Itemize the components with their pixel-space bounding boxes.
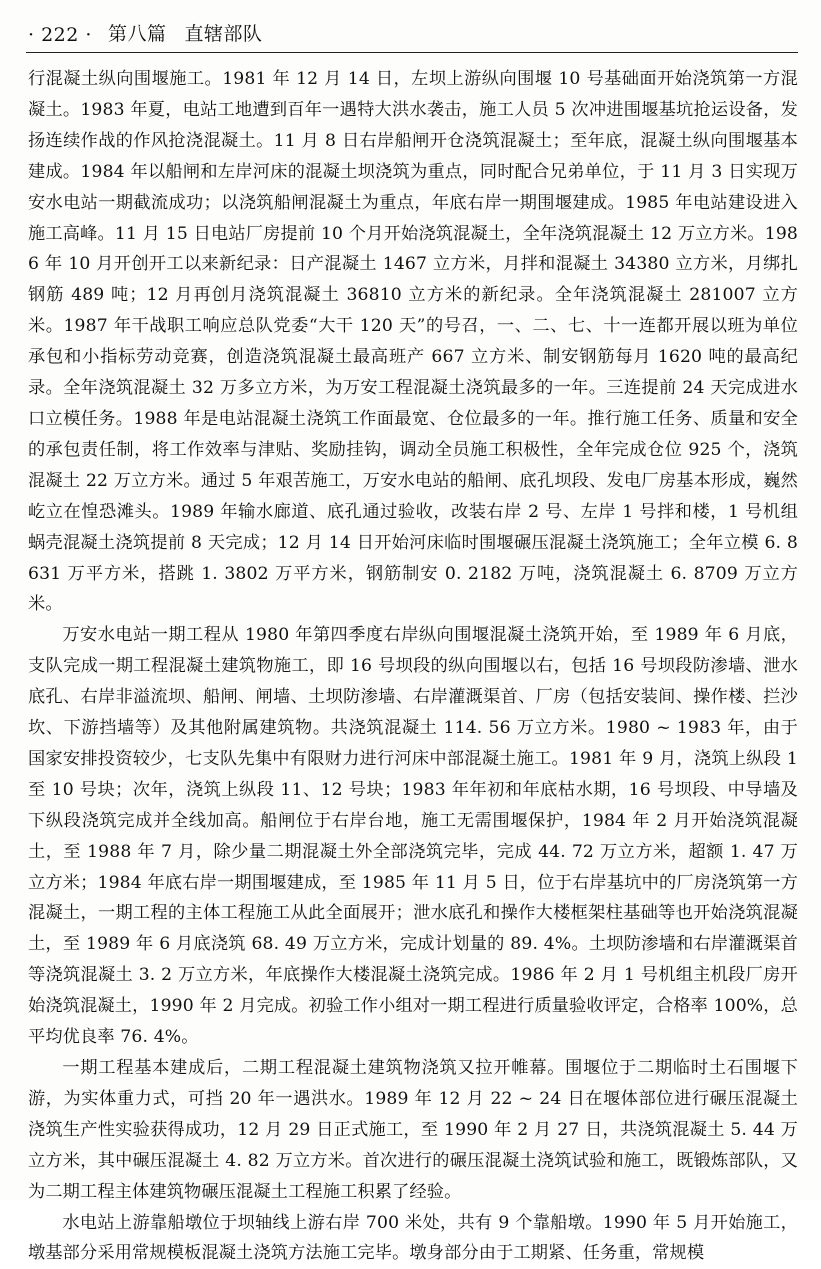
paragraph: 水电站上游靠船墩位于坝轴线上游右岸 700 米处，共有 9 个靠船墩。1990 年 5 月开始施工，墩基部分采用常规模板混凝土浇筑方法施工完毕。墩身部分由于工期紧、任务重，常规模	[28, 1212, 798, 1264]
paragraph: 一期工程基本建成后，二期工程混凝土建筑物浇筑又拉开帷幕。围堰位于二期临时土石围堰下游，为实体重力式，可挡 20 年一遇洪水。1989 年 12 月 22 ~ 24 日在堰体部位进行碾压混凝土浇筑生产性实验获得成功，12 月 29 日正式施工，至 1990 年 2 月 27 日，共浇筑混凝土 5. 44 万立方米，其中碾压混凝土 4. 82 万立方米。首次进行的碾压混凝土浇筑试验和施工，既锻炼部队，又为二期工程主体建筑物碾压混凝土工程施工积累了经验。	[28, 1058, 798, 1202]
body-text	[28, 64, 798, 1269]
part-label: 第八篇	[107, 23, 167, 45]
header-rule	[26, 52, 798, 53]
paragraph: 万安水电站一期工程从 1980 年第四季度右岸纵向围堰混凝土浇筑开始，至 1989 年 6 月底，支队完成一期工程混凝土建筑物施工，即 16 号坝段的纵向围堰以右，包括 16 号坝段防渗墙、泄水底孔、右岸非溢流坝、船闸、闸墙、土坝防渗墙、右岸灌溉渠首、厂房（包括安装间、操作楼、拦沙坎、下游挡墙等）及其他附属建筑物。共浇筑混凝土 114. 56 万立方米。1980 ~ 1983 年，由于国家安排投资较少，七支队先集中有限财力进行河床中部混凝土施工。1981 年 9 月，浇筑上纵段 1 至 10 号块；次年，浇筑上纵段 11、12 号块；1983 年年初和年底枯水期，16 号坝段、中导墙及下纵段浇筑完成并全线加高。船闸位于右岸台地，施工无需围堰保护，1984 年 2 月开始浇筑混凝土，至 1988 年 7 月，除少量二期混凝土外全部浇筑完毕，完成 44. 72 万立方米，超额 1. 47 万立方米；1984 年底右岸一期围堰建成，至 1985 年 11 月 5 日，位于右岸基坑中的厂房浇筑第一方混凝土，一期工程的主体工程施工从此全面展开；泄水底孔和操作大楼框架柱基础等也开始浇筑混凝土，至 1989 年 6 月底浇筑 68. 49 万立方米，完成计划量的 89. 4%。土坝防渗墙和右岸灌溉渠首等浇筑混凝土 3. 2 万立方米，年底操作大楼混凝土浇筑完成。1986 年 2 月 1 号机组主机段厂房开始浇筑混凝土，1990 年 2 月完成。初验工作小组对一期工程进行质量验收评定，合格率 100%，总平均优良率 76. 4%。	[28, 625, 798, 1048]
page-number: · 222 ·	[28, 24, 92, 46]
section-title: 直辖部队	[184, 23, 263, 45]
paragraph-continued: 行混凝土纵向围堰施工。1981 年 12 月 14 日，左坝上游纵向围堰 10 号基础面开始浇筑第一方混凝土。1983 年夏，电站工地遭到百年一遇特大洪水袭击，施工人员 5 次冲进围堰基坑抢运设备，发扬连续作战的作风抢浇混凝土。11 月 8 日右岸船闸开仓浇筑混凝土；至年底，混凝土纵向围堰基本建成。1984 年以船闸和左岸河床的混凝土坝浇筑为重点，同时配合兄弟单位，于 11 月 3 日实现万安水电站一期截流成功；以浇筑船闸混凝土为重点，年底右岸一期围堰建成。1985 年电站建设进入施工高峰。11 月 15 日电站厂房提前 10 个月开始浇筑混凝土，全年浇筑混凝土 12 万立方米。1986 年 10 月开创开工以来新纪录：日产混凝土 1467 立方米，月拌和混凝土 34380 立方米，月绑扎钢筋 489 吨；12 月再创月浇筑混凝土 36810 立方米的新纪录。全年浇筑混凝土 281007 立方米。1987 年干战职工响应总队党委“大干 120 天”的号召，一、二、七、十一连都开展以班为单位承包和小指标劳动竞赛，创造浇筑混凝土最高班产 667 立方米、制安钢筋每月 1620 吨的最高纪录。全年浇筑混凝土 32 万多立方米，为万安工程混凝土浇筑最多的一年。三连提前 24 天完成进水口立模任务。1988 年是电站混凝土浇筑工作面最宽、仓位最多的一年。推行施工任务、质量和安全的承包责任制，将工作效率与津贴、奖励挂钩，调动全员施工积极性，全年完成仓位 925 个，浇筑混凝土 22 万立方米。通过 5 年艰苦施工，万安水电站的船闸、底孔坝段、发电厂房基本形成，巍然屹立在惶恐滩头。1989 年输水廊道、底孔通过验收，改装右岸 2 号、左岸 1 号拌和楼，1 号机组蜗壳混凝土浇筑提前 8 天完成；12 月 14 日开始河床临时围堰碾压混凝土浇筑施工；全年立模 6. 8631 万平方米，搭跳 1. 3802 万平方米，钢筋制安 0. 2182 万吨，浇筑混凝土 6. 8709 万立方米。	[28, 69, 798, 615]
running-header	[28, 10, 798, 46]
